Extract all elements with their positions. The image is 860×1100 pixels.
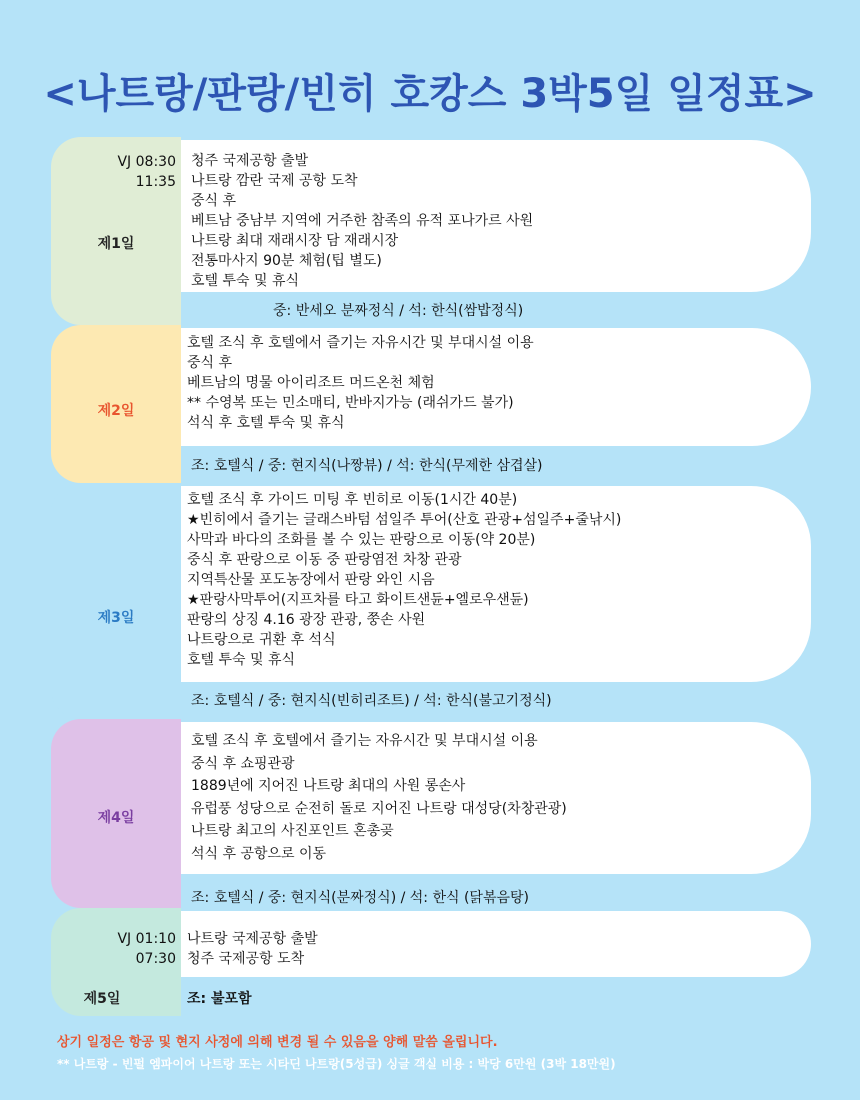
schedule-line: 호텔 조식 후 가이드 미팅 후 빈히로 이동(1시간 40분) bbox=[187, 492, 518, 508]
day-1-name: 제1일 bbox=[97, 236, 135, 252]
day-1-section bbox=[51, 137, 811, 325]
hotel-notice: ** 나트랑 - 빈펄 엠파이어 나트랑 또는 시타딘 나트랑(5성급) 싱글 객실 비용 : 박당 6만원 (3박 18만원) bbox=[57, 1057, 616, 1071]
schedule-line: 호텔 투숙 및 휴식 bbox=[191, 273, 300, 289]
day-3-meals: 조: 호텔식 / 중: 현지식(빈히리조트) / 석: 한식(불고기정식) bbox=[191, 693, 552, 709]
schedule-line: 호텔 투숙 및 휴식 bbox=[187, 652, 296, 668]
schedule-line: ★판랑사막투어(지프차를 타고 화이트샌듄+엘로우샌듄) bbox=[187, 592, 529, 608]
schedule-line: 전통마사지 90분 체험(팁 별도) bbox=[191, 253, 382, 269]
day-1-time-arrive: 11:35 bbox=[135, 174, 176, 190]
schedule-line: 베트남 중남부 지역에 거주한 참족의 유적 포나가르 사원 bbox=[191, 213, 534, 229]
schedule-line: 유럽풍 성당으로 순전히 돌로 지어진 나트랑 대성당(차창관광) bbox=[191, 800, 567, 817]
page-title: <나트랑/판랑/빈히 호캉스 3박5일 일정표> bbox=[43, 71, 817, 117]
day-2-schedule bbox=[187, 333, 534, 433]
day-3-name: 제3일 bbox=[97, 610, 135, 626]
day-5-time-depart: VJ 01:10 bbox=[117, 931, 176, 947]
schedule-line: 나트랑 최대 재래시장 담 재래시장 bbox=[191, 233, 399, 249]
schedule-line: 호텔 조식 후 호텔에서 즐기는 자유시간 및 부대시설 이용 bbox=[191, 733, 538, 749]
schedule-line: 중식 후 쇼핑관광 bbox=[191, 755, 295, 772]
day-1-times bbox=[117, 152, 176, 192]
schedule-line: ★빈히에서 즐기는 글래스바텀 섬일주 투어(산호 관광+섬일주+줄낚시) bbox=[187, 512, 622, 528]
day-1-time-depart: VJ 08:30 bbox=[117, 154, 176, 170]
schedule-line: 사막과 바다의 조화를 볼 수 있는 판랑으로 이동(약 20분) bbox=[187, 532, 536, 548]
schedule-line: 베트남의 명물 아이리조트 머드온천 체험 bbox=[187, 375, 435, 391]
day-3-section bbox=[51, 483, 811, 719]
day-3-schedule bbox=[187, 490, 621, 670]
day-3-label-bg bbox=[51, 483, 181, 719]
schedule-line: 중식 후 판랑으로 이동 중 판랑염전 차창 관광 bbox=[187, 552, 462, 568]
change-notice: 상기 일정은 항공 및 현지 사정에 의해 변경 될 수 있음을 양해 말씀 올립니다. bbox=[57, 1035, 498, 1050]
schedule-line: 나트랑으로 귀환 후 석식 bbox=[187, 632, 336, 648]
day-5-time-arrive: 07:30 bbox=[135, 951, 176, 967]
day-5-section bbox=[51, 908, 811, 1016]
schedule-line: 지역특산물 포도농장에서 판랑 와인 시음 bbox=[187, 572, 435, 588]
schedule-line: 석식 후 공항으로 이동 bbox=[191, 845, 327, 862]
day-5-schedule bbox=[187, 929, 318, 969]
day-1-meals: 중: 반세오 분짜정식 / 석: 한식(쌈밥정식) bbox=[273, 303, 524, 319]
day-4-name: 제4일 bbox=[97, 810, 135, 826]
schedule-line: 나트랑 깜란 국제 공항 도착 bbox=[191, 173, 358, 189]
schedule-line: ** 수영복 또는 민소매티, 반바지가능 (래쉬가드 불가) bbox=[187, 395, 514, 411]
day-4-meals: 조: 호텔식 / 중: 현지식(분짜정식) / 석: 한식 (닭볶음탕) bbox=[191, 890, 529, 906]
day-4-schedule bbox=[191, 730, 567, 865]
day-4-section bbox=[51, 719, 811, 908]
schedule-line: 1889년에 지어진 나트랑 최대의 사원 롱손사 bbox=[191, 778, 466, 794]
schedule-line: 호텔 조식 후 호텔에서 즐기는 자유시간 및 부대시설 이용 bbox=[187, 335, 534, 351]
day-1-schedule bbox=[191, 151, 533, 291]
day-5-meals: 조: 불포함 bbox=[187, 991, 252, 1007]
day-5-name: 제5일 bbox=[83, 991, 121, 1007]
day-2-meals: 조: 호텔식 / 중: 현지식(나짱뷰) / 석: 한식(무제한 삼겹살) bbox=[191, 458, 543, 474]
schedule-line: 청주 국제공항 도착 bbox=[187, 951, 305, 967]
schedule-line: 나트랑 국제공항 출발 bbox=[187, 931, 318, 947]
schedule-line: 중식 후 bbox=[187, 355, 233, 371]
schedule-line: 청주 국제공항 출발 bbox=[191, 153, 309, 169]
schedule-line: 나트랑 최고의 사진포인트 혼총곶 bbox=[191, 823, 394, 839]
day-2-section bbox=[51, 325, 811, 483]
schedule-line: 판랑의 상징 4.16 광장 관광, 쭝손 사원 bbox=[187, 612, 426, 628]
day-5-times bbox=[117, 929, 176, 969]
schedule-line: 석식 후 호텔 투숙 및 휴식 bbox=[187, 415, 345, 431]
schedule-line: 중식 후 bbox=[191, 193, 237, 209]
day-2-name: 제2일 bbox=[97, 403, 135, 419]
